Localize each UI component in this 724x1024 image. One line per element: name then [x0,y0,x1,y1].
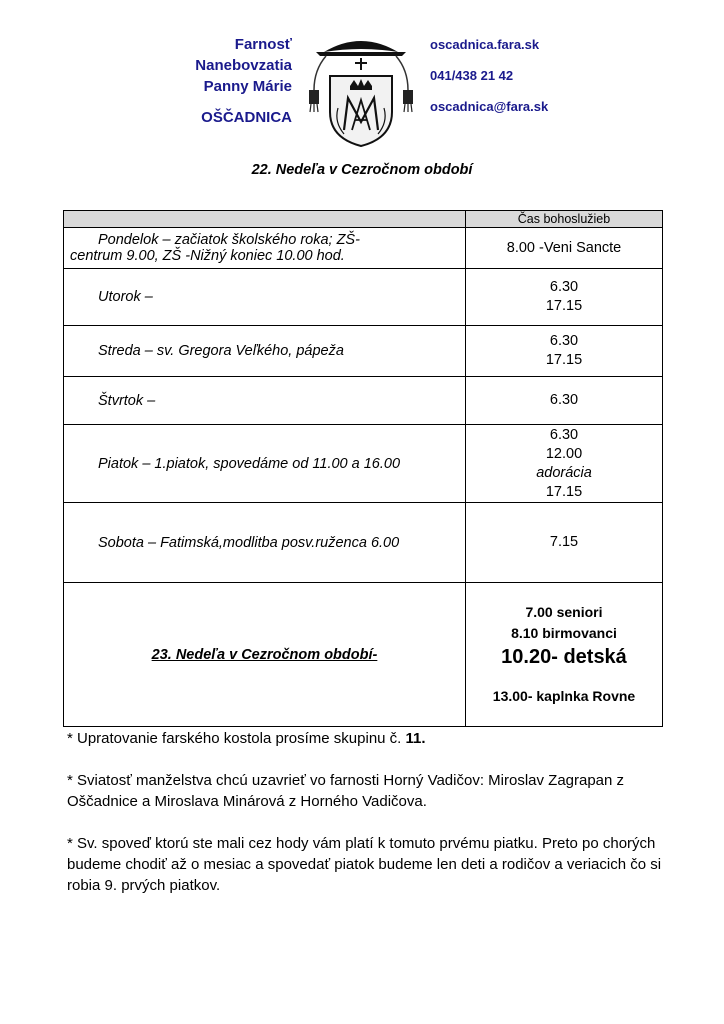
table-row [64,503,663,583]
time-value: 10.20- detská [501,646,627,668]
day-cell: Piatok – 1.piatok, spovedáme od 11.00 a 16.00 [64,425,466,503]
table-row-sunday [64,583,663,727]
time-value: 6.30 [549,392,579,408]
parish-name-line2: Nanebovzatia [195,57,292,74]
time-value: 17.15 [545,298,583,314]
email-link[interactable]: oscadnica@fara.sk [430,99,549,114]
parish-name-line1: Farnosť [234,36,292,53]
table-header-row [64,211,663,228]
table-row [64,377,663,425]
announcement-text: * Upratovanie farského kostola prosíme skupinu č. [67,730,406,747]
time-value: 17.15 [545,352,583,368]
parish-name-line3: Panny Márie [203,78,292,95]
phone-number: 041/438 21 42 [430,68,514,83]
announcement-cleaning [67,728,667,749]
announcements [67,728,667,917]
parish-town: OŠČADNICA [201,109,292,126]
day-cell [64,228,466,269]
day-cell: Streda – sv. Gregora Veľkého, pápeža [64,326,466,377]
time-value: 12.00 [545,445,583,462]
table-row [64,228,663,269]
time-value: 6.30 [549,426,579,443]
day-label-line1: Pondelok – začiatok školského roka; ZŠ- [98,232,360,248]
time-value: 7.00 seniori [525,604,603,620]
sunday-label: 23. Nedeľa v Cezročnom období- [64,583,466,727]
day-label-line2: centrum 9.00, ZŠ -Nižný koniec 10.00 hod. [70,248,345,264]
time-value: 8.00 -Veni Sancte [506,239,622,256]
time-value: 13.00- kaplnka Rovne [492,688,636,704]
day-cell: Sobota – Fatimská,modlitba posv.ruženca 6.00 [64,503,466,583]
contacts [430,34,548,127]
time-value: 7.15 [549,534,579,550]
week-title: 22. Nedeľa v Cezročnom období [251,162,473,178]
time-value: 8.10 birmovanci [511,625,617,641]
day-cell: Utorok – [64,269,466,326]
sunday-time-cell [466,583,663,727]
time-cell [466,503,663,583]
table-row [64,425,663,503]
time-cell [466,377,663,425]
table-header-empty [64,211,466,228]
time-cell [466,425,663,503]
announcement-marriage: * Sviatosť manželstva chcú uzavrieť vo farnosti Horný Vadičov: Miroslav Zagrapan z Oščadnice a Miroslava Minárová z Horného Vadičova. [67,772,625,810]
time-value: 17.15 [545,483,583,500]
table-row [64,269,663,326]
parish-name [150,34,292,128]
schedule-table [63,210,663,727]
table-row [64,326,663,377]
time-value: 6.30 [549,279,579,295]
time-cell [466,228,663,269]
time-column-header: Čas bohoslužieb [466,211,663,228]
group-number: 11. [405,730,426,747]
announcement-confession: * Sv. spoveď ktorú ste mali cez hody vám platí k tomuto prvému piatku. Preto po chorých budeme chodiť až o mesiac a spovedať piatok budeme len deti a rodičov a veriacich čo si robia 9. prvých piatkov. [67,835,662,894]
parish-crest-logo [302,30,420,148]
day-cell: Štvrtok – [64,377,466,425]
website-link[interactable]: oscadnica.fara.sk [430,37,540,52]
time-value: 6.30 [549,333,579,349]
time-value: adorácia [536,464,592,481]
time-cell [466,326,663,377]
time-cell [466,269,663,326]
